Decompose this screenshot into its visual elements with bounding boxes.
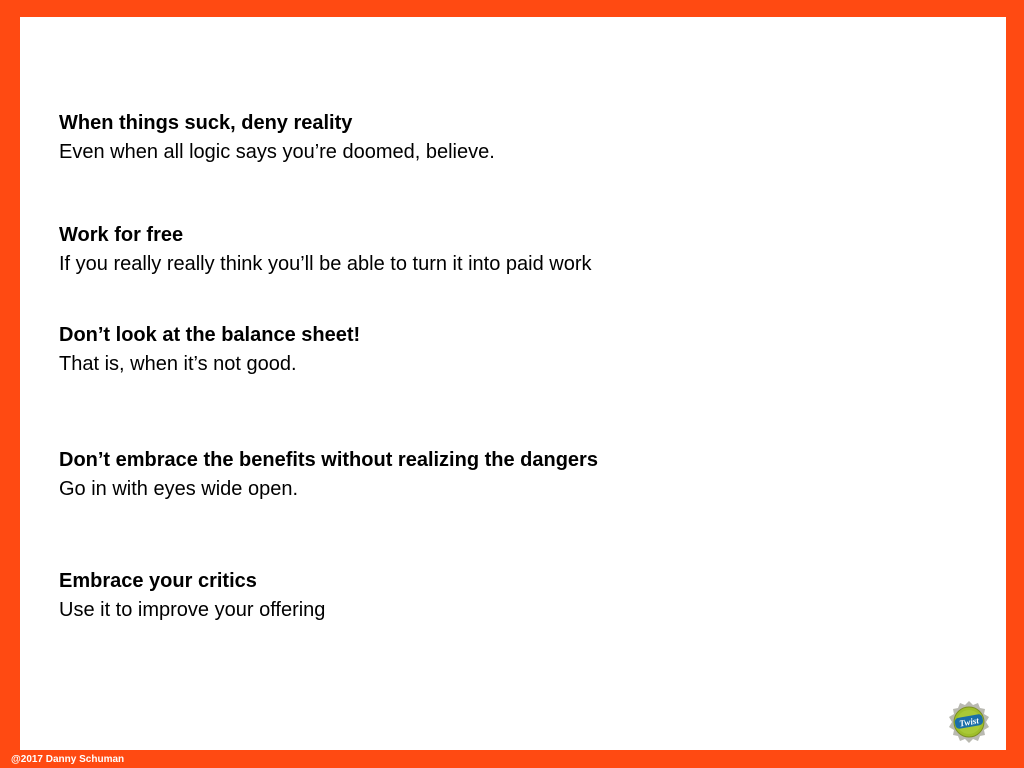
logo-text: Twist xyxy=(958,715,980,729)
section-body: Go in with eyes wide open. xyxy=(59,478,299,500)
section-heading: Embrace your critics xyxy=(59,570,257,592)
section-body: If you really really think you’ll be able to turn it into paid work xyxy=(59,253,592,275)
section-heading: Don’t look at the balance sheet! xyxy=(59,324,361,346)
section-embrace-critics xyxy=(59,567,325,625)
section-heading: When things suck, deny reality xyxy=(59,112,353,134)
section-balance-sheet xyxy=(59,321,360,379)
section-deny-reality xyxy=(59,109,495,167)
section-heading: Don’t embrace the benefits without realizing the dangers xyxy=(59,449,598,471)
section-body: Use it to improve your offering xyxy=(59,599,326,621)
section-body: Even when all logic says you’re doomed, believe. xyxy=(59,141,495,163)
copyright-footer: @2017 Danny Schuman xyxy=(11,754,125,765)
section-body: That is, when it’s not good. xyxy=(59,353,297,375)
section-heading: Work for free xyxy=(59,224,184,246)
section-work-for-free xyxy=(59,221,592,279)
bottle-cap-logo-icon xyxy=(948,701,990,743)
section-benefits-dangers xyxy=(59,446,598,504)
